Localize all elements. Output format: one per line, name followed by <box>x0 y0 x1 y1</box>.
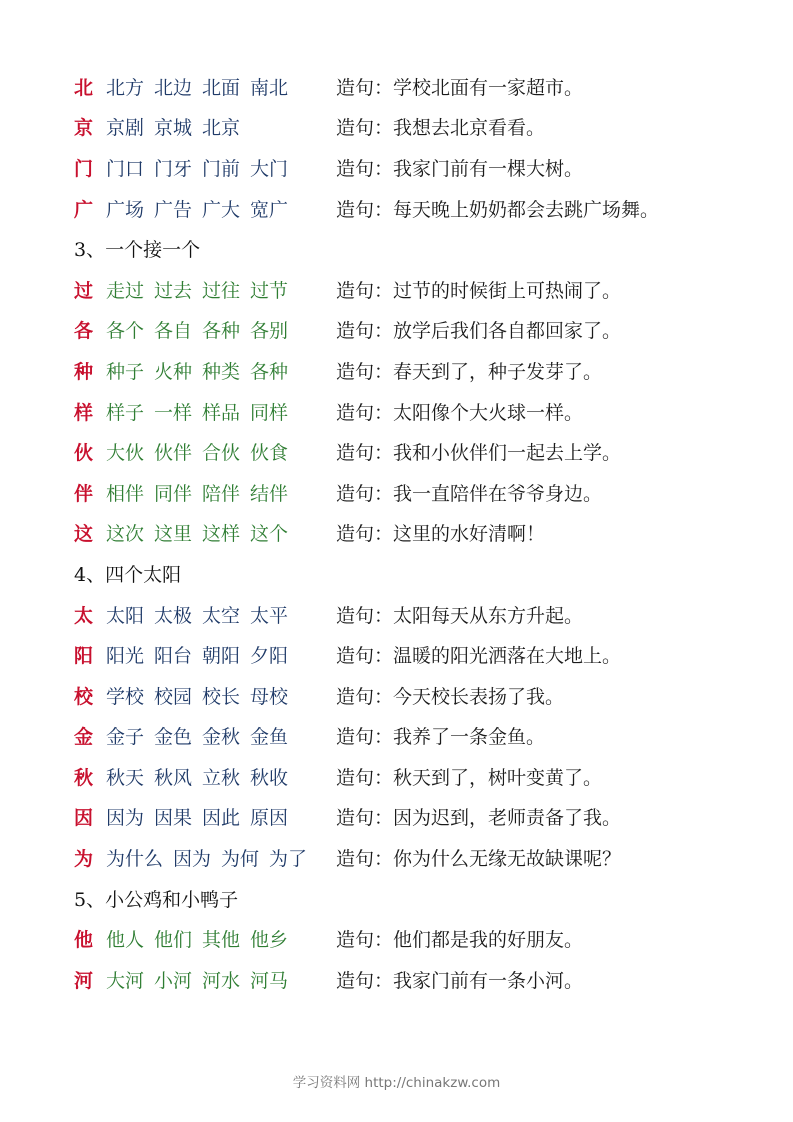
vocab-character: 校 <box>74 685 94 708</box>
vocab-word: 广告 <box>154 198 193 221</box>
word-group <box>106 722 336 749</box>
vocab-word: 金秋 <box>202 726 241 749</box>
vocab-row <box>74 634 754 675</box>
vocab-character: 种 <box>74 360 94 383</box>
vocab-word: 宽广 <box>250 198 289 221</box>
word-group <box>106 276 336 303</box>
vocab-row <box>74 594 754 635</box>
vocab-word: 门牙 <box>154 157 193 180</box>
section-heading <box>74 878 754 919</box>
vocab-word: 太阳 <box>106 604 145 627</box>
vocab-word: 合伙 <box>202 442 241 465</box>
vocab-word: 过节 <box>250 279 289 302</box>
vocab-word: 这样 <box>202 523 241 546</box>
vocab-word: 阳光 <box>106 645 145 668</box>
vocab-word: 为何 <box>221 848 260 871</box>
vocab-word: 大门 <box>250 157 289 180</box>
word-group <box>106 925 336 952</box>
vocab-word: 广大 <box>202 198 241 221</box>
word-group <box>106 844 336 871</box>
example-sentence: 造句：我想去北京看看。 <box>336 117 546 140</box>
vocab-character: 他 <box>74 929 94 952</box>
vocab-word: 金鱼 <box>250 726 289 749</box>
vocab-word: 太平 <box>250 604 289 627</box>
example-sentence: 造句：太阳每天从东方升起。 <box>336 604 584 627</box>
vocab-word: 样品 <box>202 401 241 424</box>
example-sentence: 造句：放学后我们各自都回家了。 <box>336 320 622 343</box>
word-group <box>106 316 336 343</box>
vocab-word: 这次 <box>106 523 145 546</box>
vocab-word: 立秋 <box>202 766 241 789</box>
example-sentence: 造句：我家门前有一棵大树。 <box>336 157 584 180</box>
vocab-word: 门前 <box>202 157 241 180</box>
example-sentence: 造句：因为迟到，老师责备了我。 <box>336 807 622 830</box>
vocab-word: 火种 <box>154 360 193 383</box>
vocab-word: 这个 <box>250 523 289 546</box>
vocab-character: 伙 <box>74 442 94 465</box>
example-sentence: 造句：温暖的阳光洒落在大地上。 <box>336 645 622 668</box>
vocab-word: 陪伴 <box>202 482 241 505</box>
vocab-row <box>74 350 754 391</box>
section-heading <box>74 228 754 269</box>
vocab-word: 校园 <box>154 685 193 708</box>
vocab-row <box>74 675 754 716</box>
page-footer: 学习资料网 http://chinakzw.com <box>292 1075 501 1091</box>
example-sentence: 造句：今天校长表扬了我。 <box>336 685 565 708</box>
vocab-character: 这 <box>74 523 94 546</box>
section-heading-text: 4、四个太阳 <box>74 563 182 586</box>
vocab-word: 各别 <box>250 320 289 343</box>
vocab-word: 大河 <box>106 969 145 992</box>
example-sentence: 造句：我养了一条金鱼。 <box>336 726 546 749</box>
document-body <box>74 66 754 1000</box>
word-group <box>106 438 336 465</box>
vocab-character: 过 <box>74 279 94 302</box>
example-sentence: 造句：太阳像个大火球一样。 <box>336 401 584 424</box>
vocab-word: 过去 <box>154 279 193 302</box>
vocab-word: 大伙 <box>106 442 145 465</box>
vocab-row <box>74 756 754 797</box>
vocab-character: 秋 <box>74 766 94 789</box>
vocab-row <box>74 188 754 229</box>
vocab-row <box>74 797 754 838</box>
vocab-word: 小河 <box>154 969 193 992</box>
vocab-word: 伙食 <box>250 442 289 465</box>
vocab-word: 北面 <box>202 76 241 99</box>
vocab-character: 河 <box>74 969 94 992</box>
vocab-character: 样 <box>74 401 94 424</box>
vocab-word: 为了 <box>269 848 308 871</box>
vocab-word: 河马 <box>250 969 289 992</box>
vocab-word: 这里 <box>154 523 193 546</box>
vocab-word: 北边 <box>154 76 193 99</box>
vocab-character: 门 <box>74 157 94 180</box>
vocab-word: 太极 <box>154 604 193 627</box>
vocab-word: 过往 <box>202 279 241 302</box>
vocab-word: 种类 <box>202 360 241 383</box>
vocab-word: 北方 <box>106 76 145 99</box>
word-group <box>106 803 336 830</box>
vocab-word: 河水 <box>202 969 241 992</box>
vocab-word: 同样 <box>250 401 289 424</box>
example-sentence: 造句：我家门前有一条小河。 <box>336 969 584 992</box>
example-sentence: 造句：他们都是我的好朋友。 <box>336 929 584 952</box>
vocab-word: 各种 <box>202 320 241 343</box>
vocab-row <box>74 472 754 513</box>
example-sentence: 造句：我和小伙伴们一起去上学。 <box>336 442 622 465</box>
vocab-word: 结伴 <box>250 482 289 505</box>
example-sentence: 造句：每天晚上奶奶都会去跳广场舞。 <box>336 198 660 221</box>
word-group <box>106 519 336 546</box>
example-sentence: 造句：你为什么无缘无故缺课呢？ <box>336 848 622 871</box>
vocab-word: 秋天 <box>106 766 145 789</box>
vocab-word: 各自 <box>154 320 193 343</box>
example-sentence: 造句：这里的水好清啊！ <box>336 523 546 546</box>
vocab-word: 走过 <box>106 279 145 302</box>
vocab-word: 各个 <box>106 320 145 343</box>
word-group <box>106 479 336 506</box>
vocab-character: 太 <box>74 604 94 627</box>
word-group <box>106 763 336 790</box>
vocab-row <box>74 66 754 107</box>
vocab-word: 为什么 <box>106 848 164 871</box>
vocab-character: 伴 <box>74 482 94 505</box>
vocab-row <box>74 391 754 432</box>
vocab-row <box>74 918 754 959</box>
vocab-word: 种子 <box>106 360 145 383</box>
vocab-word: 秋收 <box>250 766 289 789</box>
vocab-word: 母校 <box>250 685 289 708</box>
example-sentence: 造句：过节的时候街上可热闹了。 <box>336 279 622 302</box>
word-group <box>106 113 336 140</box>
vocab-word: 样子 <box>106 401 145 424</box>
vocab-word: 北京 <box>202 117 241 140</box>
vocab-word: 太空 <box>202 604 241 627</box>
vocab-row <box>74 107 754 148</box>
vocab-word: 相伴 <box>106 482 145 505</box>
vocab-character: 各 <box>74 320 94 343</box>
example-sentence: 造句：秋天到了，树叶变黄了。 <box>336 766 603 789</box>
word-group <box>106 73 336 100</box>
vocab-word: 学校 <box>106 685 145 708</box>
vocab-row <box>74 513 754 554</box>
vocab-word: 他乡 <box>250 929 289 952</box>
vocab-word: 校长 <box>202 685 241 708</box>
vocab-word: 其他 <box>202 929 241 952</box>
word-group <box>106 682 336 709</box>
vocab-word: 原因 <box>250 807 289 830</box>
vocab-word: 伙伴 <box>154 442 193 465</box>
section-heading <box>74 553 754 594</box>
section-heading-text: 5、小公鸡和小鸭子 <box>74 888 239 911</box>
vocab-word: 京城 <box>154 117 193 140</box>
vocab-word: 因果 <box>154 807 193 830</box>
vocab-word: 他们 <box>154 929 193 952</box>
word-group <box>106 601 336 628</box>
vocab-word: 秋风 <box>154 766 193 789</box>
vocab-character: 因 <box>74 807 94 830</box>
vocab-word: 一样 <box>154 401 193 424</box>
vocab-word: 京剧 <box>106 117 145 140</box>
vocab-word: 金色 <box>154 726 193 749</box>
vocab-word: 因为 <box>173 848 212 871</box>
vocab-row <box>74 269 754 310</box>
vocab-word: 因此 <box>202 807 241 830</box>
vocab-row <box>74 959 754 1000</box>
vocab-word: 朝阳 <box>202 645 241 668</box>
vocab-row <box>74 147 754 188</box>
vocab-character: 为 <box>74 848 94 871</box>
vocab-row <box>74 837 754 878</box>
vocab-character: 金 <box>74 726 94 749</box>
vocab-word: 阳台 <box>154 645 193 668</box>
vocab-word: 他人 <box>106 929 145 952</box>
vocab-word: 门口 <box>106 157 145 180</box>
word-group <box>106 154 336 181</box>
vocab-character: 北 <box>74 76 94 99</box>
word-group <box>106 966 336 993</box>
vocab-word: 夕阳 <box>250 645 289 668</box>
vocab-character: 京 <box>74 117 94 140</box>
vocab-character: 阳 <box>74 645 94 668</box>
vocab-word: 金子 <box>106 726 145 749</box>
vocab-word: 广场 <box>106 198 145 221</box>
example-sentence: 造句：春天到了，种子发芽了。 <box>336 360 603 383</box>
vocab-character: 广 <box>74 198 94 221</box>
example-sentence: 造句：我一直陪伴在爷爷身边。 <box>336 482 603 505</box>
word-group <box>106 641 336 668</box>
vocab-row <box>74 716 754 757</box>
vocab-row <box>74 310 754 351</box>
vocab-row <box>74 431 754 472</box>
section-heading-text: 3、一个接一个 <box>74 239 201 262</box>
vocab-word: 各种 <box>250 360 289 383</box>
word-group <box>106 195 336 222</box>
vocab-word: 同伴 <box>154 482 193 505</box>
word-group <box>106 357 336 384</box>
word-group <box>106 398 336 425</box>
vocab-word: 因为 <box>106 807 145 830</box>
vocab-word: 南北 <box>250 76 289 99</box>
example-sentence: 造句：学校北面有一家超市。 <box>336 76 584 99</box>
